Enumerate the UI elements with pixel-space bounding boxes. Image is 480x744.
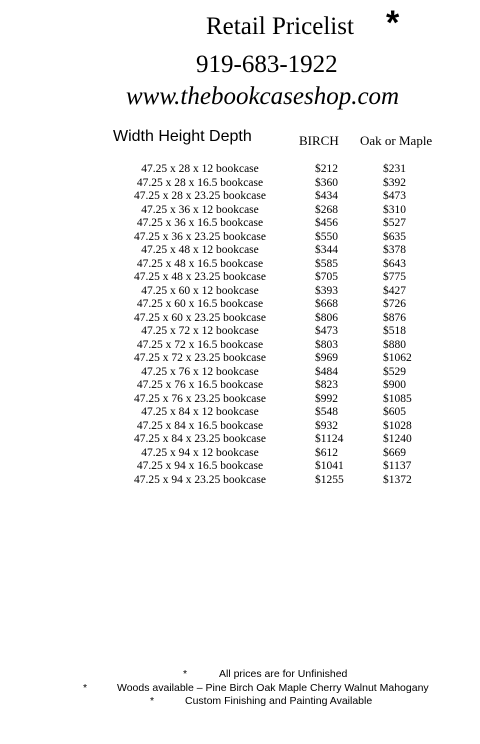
oak-maple-price: $310: [383, 203, 406, 216]
oak-maple-price: $1372: [383, 473, 412, 486]
table-row: [0, 258, 480, 272]
item-description: 47.25 x 76 x 12 bookcase: [141, 365, 259, 378]
item-description: 47.25 x 84 x 16.5 bookcase: [136, 419, 264, 432]
asterisk-mark: *: [386, 4, 400, 42]
table-row: [0, 339, 480, 353]
birch-price: $360: [315, 176, 338, 189]
oak-maple-price: $231: [383, 163, 406, 175]
item-description: 47.25 x 94 x 12 bookcase: [141, 446, 259, 459]
oak-maple-price: $518: [383, 325, 406, 337]
table-row: [0, 312, 480, 326]
oak-maple-price: $427: [383, 284, 406, 297]
oak-maple-price: $726: [383, 298, 406, 310]
item-description: 47.25 x 94 x 16.5 bookcase: [136, 460, 264, 472]
table-row: [0, 298, 480, 312]
table-row: [0, 163, 480, 177]
birch-price: $548: [315, 406, 338, 418]
oak-maple-price: $1028: [383, 419, 412, 432]
footnote-text: Custom Finishing and Painting Available: [185, 695, 373, 707]
birch-price: $1041: [315, 460, 344, 472]
item-description: 47.25 x 60 x 23.25 bookcase: [134, 311, 266, 324]
phone-number: 919-683-1922: [196, 51, 338, 78]
column-header-dimensions: Width Height Depth: [113, 128, 252, 145]
item-description: 47.25 x 36 x 12 bookcase: [141, 203, 259, 216]
birch-price: $705: [315, 271, 338, 283]
item-description: 47.25 x 48 x 12 bookcase: [141, 244, 259, 256]
item-description: 47.25 x 72 x 23.25 bookcase: [134, 352, 266, 364]
item-description: 47.25 x 28 x 16.5 bookcase: [136, 176, 264, 189]
footnote-marker: *: [150, 695, 155, 707]
table-row: [0, 366, 480, 380]
birch-price: $212: [315, 163, 338, 175]
footnote-marker: *: [183, 668, 188, 680]
birch-price: $344: [315, 244, 338, 256]
item-description: 47.25 x 28 x 12 bookcase: [141, 163, 259, 175]
birch-price: $612: [315, 446, 338, 459]
oak-maple-price: $605: [383, 406, 406, 418]
oak-maple-price: $473: [383, 190, 406, 202]
footnote-woods: [0, 682, 480, 696]
table-row: [0, 474, 480, 488]
oak-maple-price: $1240: [383, 433, 412, 445]
birch-price: $585: [315, 257, 338, 270]
item-description: 47.25 x 36 x 23.25 bookcase: [134, 230, 266, 243]
item-description: 47.25 x 72 x 12 bookcase: [141, 325, 259, 337]
oak-maple-price: $775: [383, 271, 406, 283]
item-description: 47.25 x 84 x 12 bookcase: [141, 406, 259, 418]
table-row: [0, 244, 480, 258]
website-url: www.thebookcaseshop.com: [126, 83, 400, 110]
item-description: 47.25 x 28 x 23.25 bookcase: [134, 190, 266, 202]
item-description: 47.25 x 36 x 16.5 bookcase: [136, 217, 264, 229]
table-row: [0, 231, 480, 245]
table-row: [0, 217, 480, 231]
birch-price: $434: [315, 190, 338, 202]
table-row: [0, 190, 480, 204]
oak-maple-price: $900: [383, 379, 406, 391]
footnote-text: All prices are for Unfinished: [219, 668, 348, 680]
item-description: 47.25 x 76 x 23.25 bookcase: [134, 392, 266, 405]
birch-price: $668: [315, 298, 338, 310]
oak-maple-price: $1062: [383, 352, 412, 364]
table-row: [0, 433, 480, 447]
item-description: 47.25 x 72 x 16.5 bookcase: [136, 338, 264, 351]
table-row: [0, 420, 480, 434]
birch-price: $823: [315, 379, 338, 391]
birch-price: $806: [315, 311, 338, 324]
item-description: 47.25 x 94 x 23.25 bookcase: [134, 473, 266, 486]
oak-maple-price: $527: [383, 217, 406, 229]
oak-maple-price: $1085: [383, 392, 412, 405]
item-description: 47.25 x 84 x 23.25 bookcase: [134, 433, 266, 445]
birch-price: $1255: [315, 473, 344, 486]
item-description: 47.25 x 48 x 23.25 bookcase: [134, 271, 266, 283]
item-description: 47.25 x 60 x 12 bookcase: [141, 284, 259, 297]
birch-price: $473: [315, 325, 338, 337]
table-row: [0, 271, 480, 285]
table-row: [0, 406, 480, 420]
table-row: [0, 379, 480, 393]
footnote-marker: *: [83, 681, 88, 694]
item-description: 47.25 x 60 x 16.5 bookcase: [136, 298, 264, 310]
item-description: 47.25 x 48 x 16.5 bookcase: [136, 257, 264, 270]
price-table: [0, 163, 480, 487]
oak-maple-price: $392: [383, 176, 406, 189]
column-header-birch: BIRCH: [299, 133, 339, 148]
oak-maple-price: $378: [383, 244, 406, 256]
oak-maple-price: $880: [383, 338, 406, 351]
table-row: [0, 352, 480, 366]
table-row: [0, 325, 480, 339]
oak-maple-price: $643: [383, 257, 406, 270]
oak-maple-price: $669: [383, 446, 406, 459]
table-row: [0, 460, 480, 474]
birch-price: $268: [315, 203, 338, 216]
birch-price: $932: [315, 419, 338, 432]
birch-price: $1124: [315, 433, 344, 445]
page-title: Retail Pricelist: [206, 13, 354, 40]
footnotes: [0, 668, 480, 709]
birch-price: $484: [315, 365, 338, 378]
birch-price: $393: [315, 284, 338, 297]
footnote-unfinished: [0, 668, 480, 682]
birch-price: $992: [315, 392, 338, 405]
table-row: [0, 447, 480, 461]
table-row: [0, 393, 480, 407]
oak-maple-price: $529: [383, 365, 406, 378]
item-description: 47.25 x 76 x 16.5 bookcase: [136, 379, 264, 391]
oak-maple-price: $1137: [383, 460, 412, 472]
footnote-text: Woods available – Pine Birch Oak Maple Cherry Walnut Mahogany: [117, 681, 429, 694]
oak-maple-price: $876: [383, 311, 406, 324]
table-row: [0, 204, 480, 218]
birch-price: $803: [315, 338, 338, 351]
birch-price: $969: [315, 352, 338, 364]
birch-price: $550: [315, 230, 338, 243]
column-header-oak-maple: Oak or Maple: [360, 133, 433, 148]
footnote-custom: [0, 695, 480, 709]
oak-maple-price: $635: [383, 230, 406, 243]
table-row: [0, 285, 480, 299]
birch-price: $456: [315, 217, 338, 229]
table-row: [0, 177, 480, 191]
